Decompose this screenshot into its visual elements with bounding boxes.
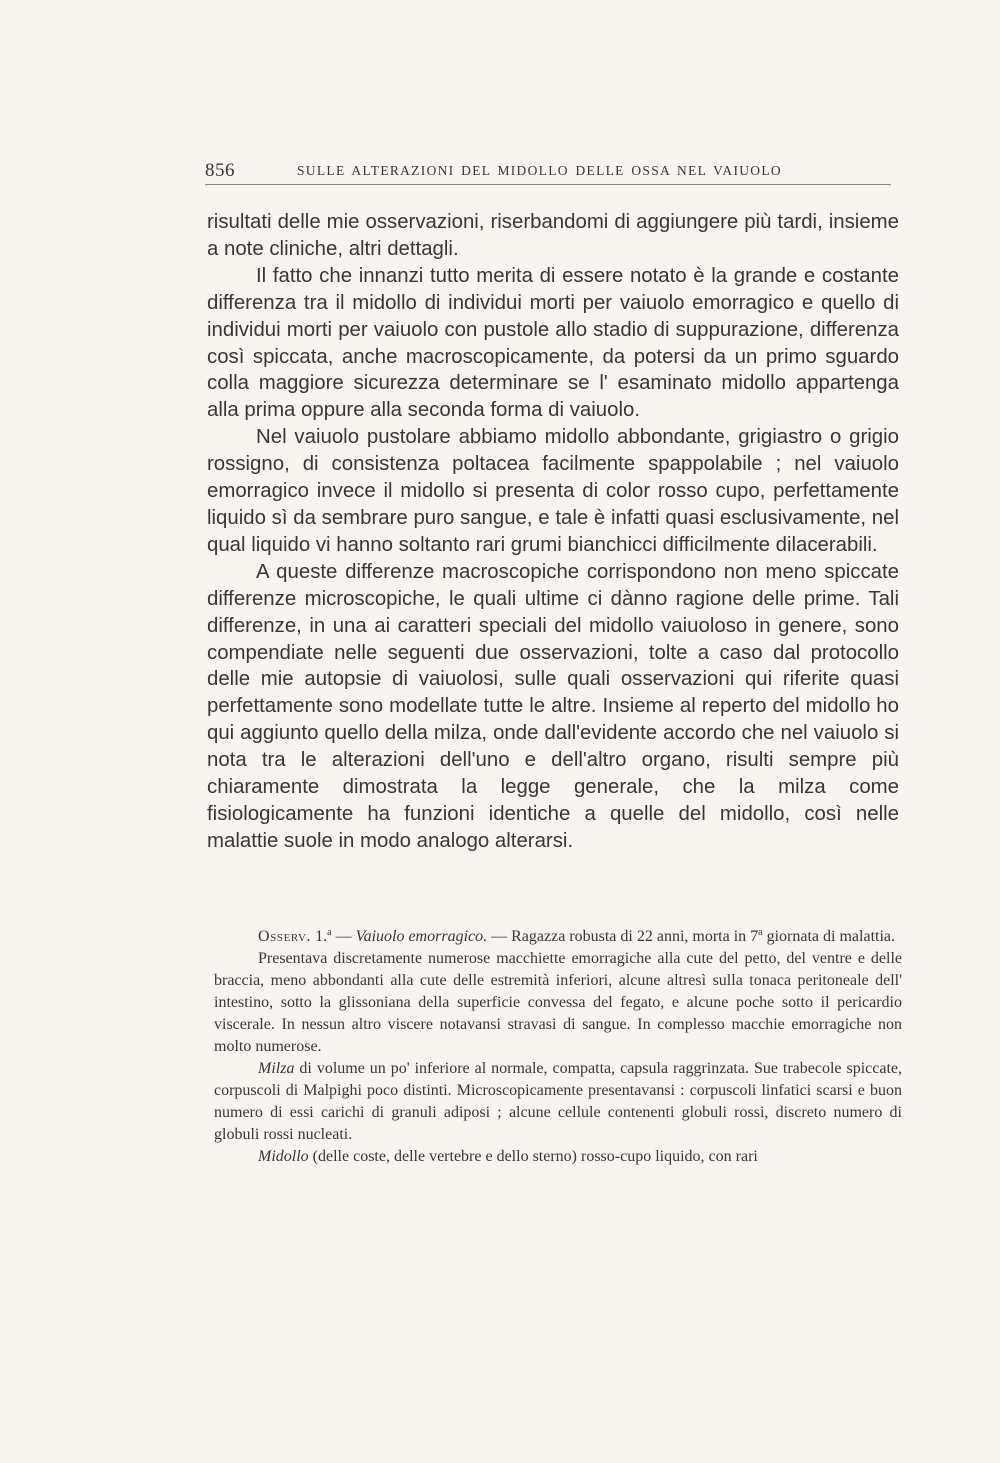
observation-milza-text: di volume un po' inferiore al normale, compatta, capsula raggrinzata. Sue trabecole spiccate, corpuscoli di Malpighi poco distinti. Microscopicamente presentavansi : corpuscoli linfatici scarsi e buon numero di essi carichi di granuli adiposi ; alcune cellule contenenti globuli rossi, discreto numero di globuli rossi nucleati.	[214, 1060, 903, 1143]
observation-label: Osserv.	[258, 928, 312, 945]
observation-heading	[214, 926, 902, 948]
paragraph-4: A queste differenze macroscopiche corrispondono non meno spiccate differenze microscopiche, le quali ultime ci dànno ragione delle prime. Tali differenze, in una ai caratteri speciali del midollo vaiuoloso in genere, sono compendiate nelle seguenti due osservazioni, tolte a caso dal protocollo delle mie autopsie di vaiuolosi, sulle quali osservazioni qui riferite quasi perfettamente sono modellate tutte le altre. Insieme al reperto del midollo ho qui aggiunto quello della milza, onde dall'evidente accordo che nel vaiuolo si nota tra le alterazioni dell'uno e dell'altro organo, risulti sempre più chiaramente dimostrata la legge generale, che la milza come fisiologicamente ha funzioni identiche a quelle del midollo, così nelle malattie suole in modo analogo alterarsi.	[207, 560, 899, 852]
observation-midollo-lead: Midollo	[258, 1148, 309, 1165]
observation-intro-end: giornata di malattia.	[766, 928, 896, 945]
observation-paragraph-1: Presentava discretamente numerose macchiette emorragiche alla cute del petto, del ventre e delle braccia, meno abbondanti alla cute delle estremità inferiori, alcune altresì sulla tonaca peritoneale dell' intestino, sotto la glissoniana della superficie convessa del fegato, e alcune poche sotto il pericardio viscerale. In nessun altro viscere notavansi stravasi di sangue. In complesso macchie emorragiche non molto numerose.	[214, 950, 902, 1055]
page-number: 856	[205, 160, 235, 181]
observation-dash-2: —	[491, 928, 508, 945]
observation-dash-1: —	[335, 928, 352, 945]
observation-block	[214, 926, 902, 1168]
body-text	[207, 209, 899, 855]
observation-milza-lead: Milza	[258, 1060, 295, 1077]
observation-intro-sup: a	[758, 927, 763, 938]
observation-paragraph-2	[214, 1058, 902, 1146]
paragraph-3: Nel vaiuolo pustolare abbiamo midollo abbondante, grigiastro o grigio rossigno, di consistenza poltacea facilmente spappolabile ; nel vaiuolo emorragico invece il midollo si presenta di color rosso cupo, perfettamente liquido sì da sembrare puro sangue, e tale è infatti quasi esclusivamente, nel qual liquido vi hanno soltanto rari grumi bianchicci difficilmente dilacerabili.	[207, 426, 899, 556]
observation-intro: Ragazza robusta di 22 anni, morta in 7	[511, 928, 759, 945]
running-title: SULLE ALTERAZIONI DEL MIDOLLO DELLE OSSA NEL VAIUOLO	[297, 163, 782, 178]
observation-title: Vaiuolo emorragico.	[355, 928, 488, 945]
observation-number-sup: a	[327, 927, 332, 938]
observation-paragraph-3	[214, 1146, 902, 1168]
paragraph-1: risultati delle mie osservazioni, riserbandomi di aggiungere più tardi, insieme a note cliniche, altri dettagli.	[207, 211, 899, 260]
paragraph-2: Il fatto che innanzi tutto merita di essere notato è la grande e costante differenza tra il midollo di individui morti per vaiuolo emorragico e quello di individui morti per vaiuolo con pustole allo stadio di suppurazione, differenza così spiccata, anche macroscopicamente, da potersi da un primo sguardo colla maggiore sicurezza determinare se l' esaminato midollo appartenga alla prima oppure alla seconda forma di vaiuolo.	[207, 264, 899, 422]
observation-midollo-text: (delle coste, delle vertebre e dello sterno) rosso-cupo liquido, con rari	[312, 1148, 758, 1165]
running-head	[205, 160, 891, 185]
observation-number: 1.	[315, 928, 328, 945]
